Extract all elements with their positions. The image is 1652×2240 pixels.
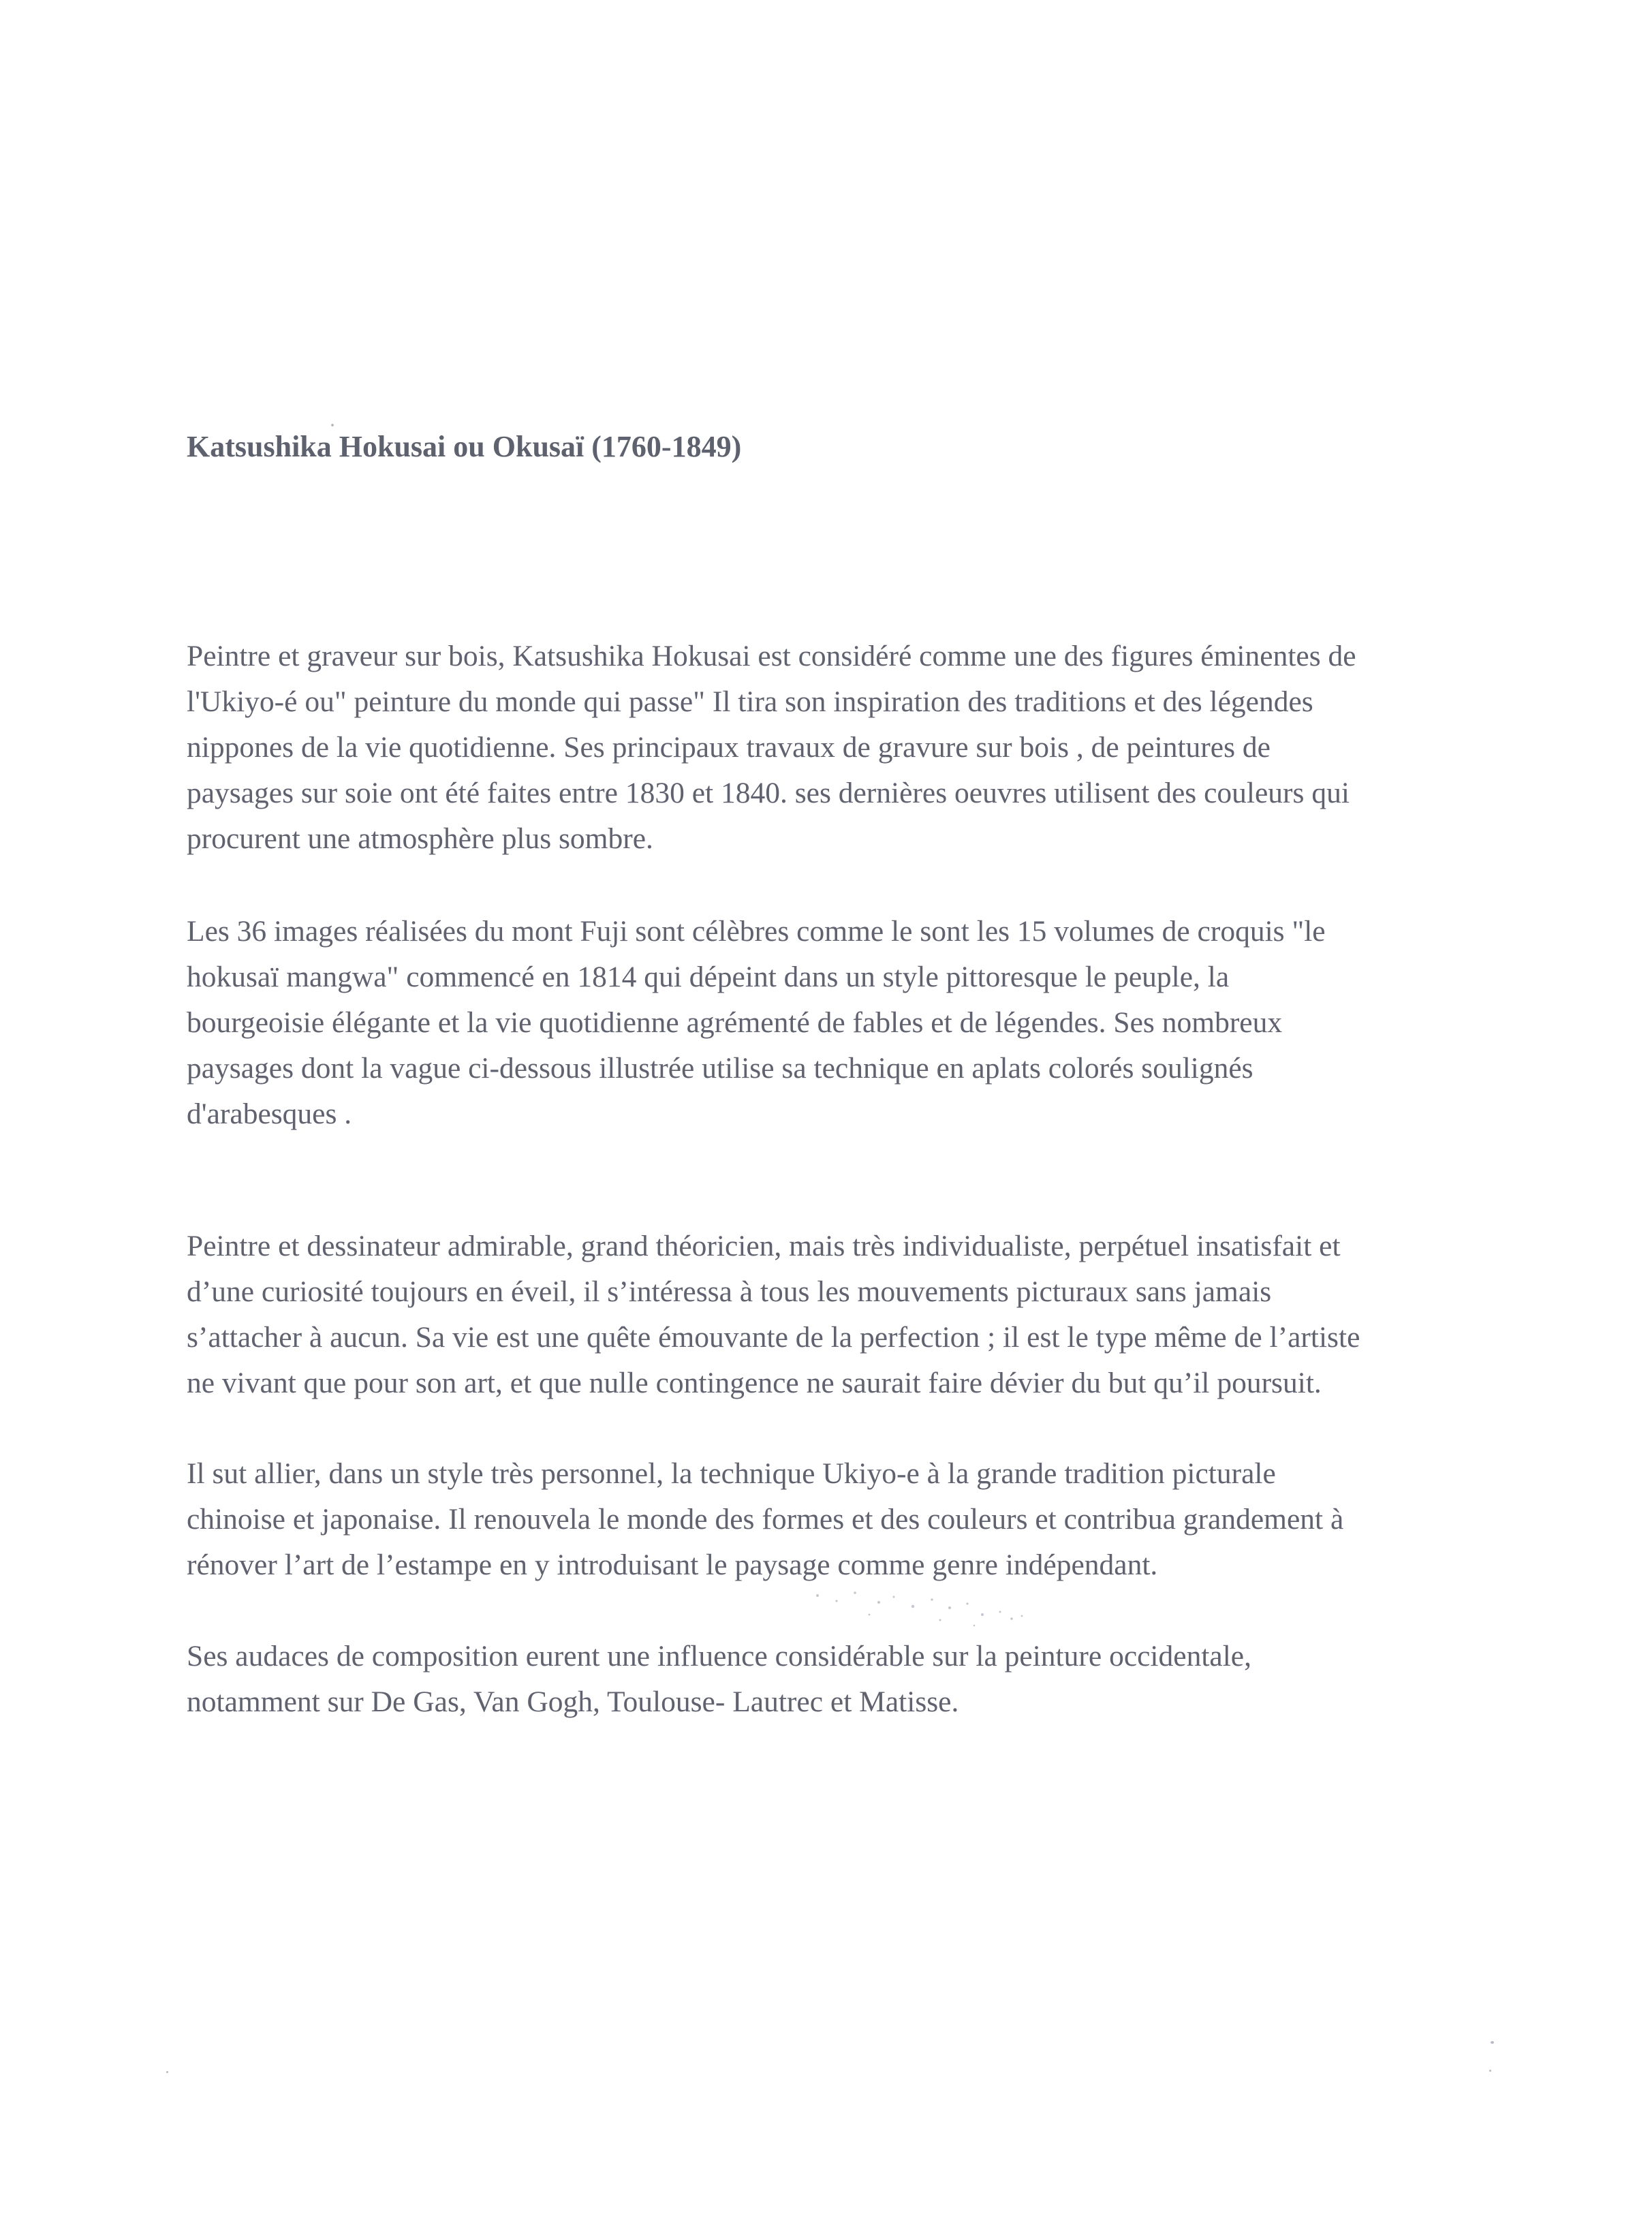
paragraph-line: rénover l’art de l’estampe en y introduisant le paysage comme genre indépendant. bbox=[187, 1549, 1158, 1581]
scan-smudge bbox=[804, 1587, 1035, 1635]
paragraph-3 bbox=[187, 1224, 1522, 1406]
paragraph-line: hokusaï mangwa" commencé en 1814 qui dépeint dans un style pittoresque le peuple, la bbox=[187, 961, 1230, 993]
paragraph-line: Peintre et dessinateur admirable, grand théoricien, mais très individualiste, perpétuel insatisfait et bbox=[187, 1230, 1341, 1262]
paragraph-line: Il sut allier, dans un style très personnel, la technique Ukiyo-e à la grande tradition picturale bbox=[187, 1457, 1276, 1490]
paragraph-line: ne vivant que pour son art, et que nulle contingence ne saurait faire dévier du but qu’il poursuit. bbox=[187, 1367, 1322, 1399]
paragraph-line: paysages sur soie ont été faites entre 1830 et 1840. ses dernières oeuvres utilisent des couleurs qui bbox=[187, 777, 1350, 809]
scan-speck bbox=[1489, 2070, 1491, 2072]
paragraph-line: paysages dont la vague ci-dessous illustrée utilise sa technique en aplats colorés soulignés bbox=[187, 1052, 1253, 1085]
paragraph-line: procurent une atmosphère plus sombre. bbox=[187, 822, 653, 855]
paragraph-1 bbox=[187, 634, 1522, 862]
paragraph-line: chinoise et japonaise. Il renouvela le monde des formes et des couleurs et contribua grandement à bbox=[187, 1503, 1344, 1536]
paragraph-line: d'arabesques . bbox=[187, 1098, 352, 1130]
paragraph-line: l'Ukiyo-é ou" peinture du monde qui passe" Il tira son inspiration des traditions et des légendes bbox=[187, 685, 1313, 718]
paragraph-4 bbox=[187, 1451, 1522, 1588]
paragraph-line: Les 36 images réalisées du mont Fuji sont célèbres comme le sont les 15 volumes de croquis "le bbox=[187, 915, 1326, 948]
paragraph-2 bbox=[187, 909, 1522, 1137]
scan-speck bbox=[331, 424, 334, 426]
paragraph-line: Ses audaces de composition eurent une influence considérable sur la peinture occidentale, bbox=[187, 1640, 1251, 1673]
paragraph-line: notamment sur De Gas, Van Gogh, Toulouse- Lautrec et Matisse. bbox=[187, 1685, 959, 1718]
paragraph-line: nippones de la vie quotidienne. Ses principaux travaux de gravure sur bois , de peintures de bbox=[187, 731, 1271, 764]
scan-speck bbox=[1491, 2041, 1494, 2044]
scan-speck bbox=[166, 2071, 168, 2073]
paragraph-line: s’attacher à aucun. Sa vie est une quête émouvante de la perfection ; il est le type même de l’artiste bbox=[187, 1321, 1360, 1354]
paragraph-5 bbox=[187, 1634, 1522, 1725]
paragraph-line: Peintre et graveur sur bois, Katsushika Hokusai est considéré comme une des figures éminentes de bbox=[187, 640, 1356, 672]
paragraph-line: bourgeoisie élégante et la vie quotidienne agrémenté de fables et de légendes. Ses nombreux bbox=[187, 1006, 1283, 1039]
paragraph-line: d’une curiosité toujours en éveil, il s’intéressa à tous les mouvements picturaux sans jamais bbox=[187, 1275, 1272, 1308]
document-title: Katsushika Hokusai ou Okusaï (1760-1849) bbox=[187, 430, 742, 463]
